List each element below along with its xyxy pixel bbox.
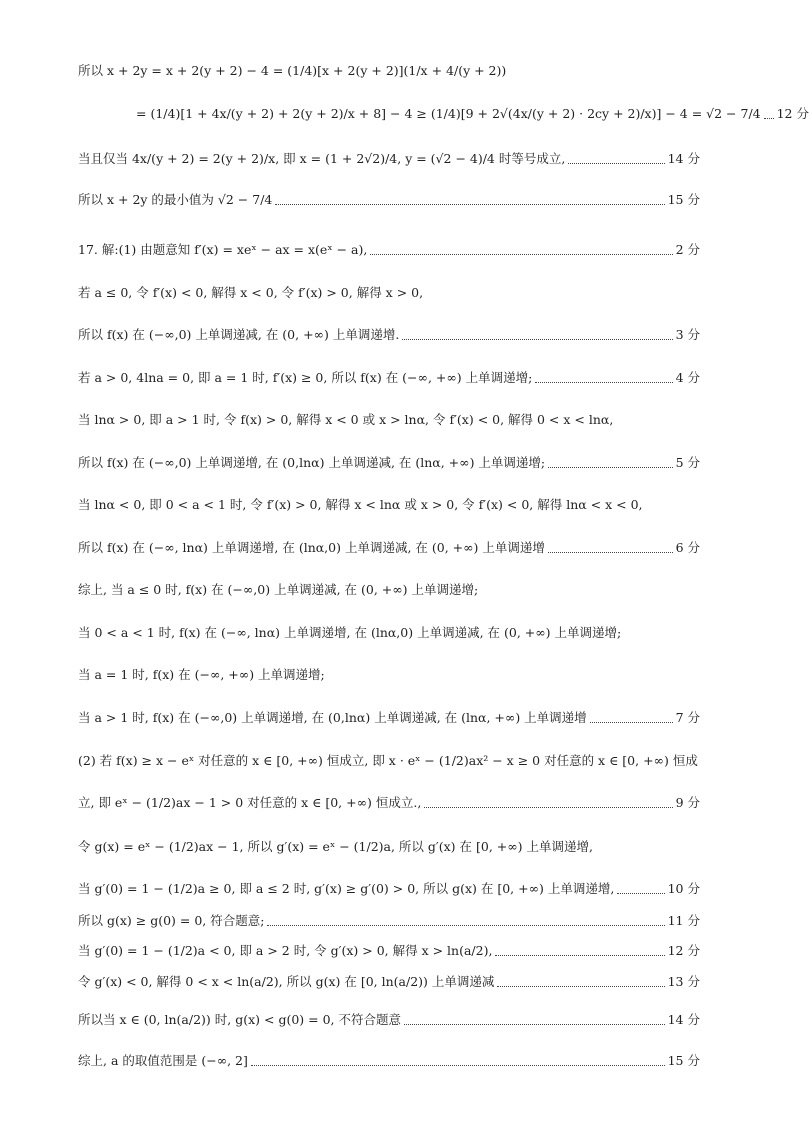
line-text: 当且仅当 4x/(y + 2) = 2(y + 2)/x, 即 x = (1 + 2√2)/4, y = (√2 − 4)/4 时等号成立, <box>78 151 566 166</box>
leader-dots <box>497 986 664 987</box>
solution-line-7 <box>78 326 700 344</box>
line-text: 所以 x + 2y 的最小值为 √2 − 7/4 <box>78 192 273 207</box>
line-text: 综上, 当 a ≤ 0 时, f(x) 在 (−∞,0) 上单调递减, 在 (0, +∞) 上单调递增; <box>78 582 479 597</box>
line-text: 当 a = 1 时, f(x) 在 (−∞, +∞) 上单调递增; <box>78 667 325 682</box>
solution-line-18 <box>78 794 700 812</box>
solution-line-11 <box>78 496 700 514</box>
line-text: 若 a > 0, 4lna = 0, 即 a = 1 时, f′(x) ≥ 0, 所以 f(x) 在 (−∞, +∞) 上单调递增; <box>78 370 533 385</box>
leader-dots <box>251 1065 665 1066</box>
solution-line-9 <box>78 411 700 429</box>
solution-line-20 <box>78 880 700 898</box>
solution-line-17 <box>78 752 700 770</box>
score-label: 15 分 <box>667 1053 700 1068</box>
solution-line-13 <box>78 581 700 599</box>
line-text: 立, 即 eˣ − (1/2)ax − 1 > 0 对任意的 x ∈ [0, +∞) 恒成立., <box>78 795 422 810</box>
solution-line-14 <box>78 624 700 642</box>
leader-dots <box>548 552 673 553</box>
score-label: 10 分 <box>667 881 700 896</box>
leader-dots <box>267 925 664 926</box>
line-text: 所以当 x ∈ (0, ln(a/2)) 时, g(x) < g(0) = 0, 不符合题意 <box>78 1012 401 1027</box>
score-label: 2 分 <box>675 242 700 257</box>
solution-line-24 <box>78 1011 700 1029</box>
line-text: 令 g′(x) < 0, 解得 0 < x < ln(a/2), 所以 g(x) 在 [0, ln(a/2)) 上单调递减 <box>78 974 495 989</box>
solution-line-4 <box>78 191 700 209</box>
leader-dots <box>764 118 774 119</box>
line-text: = (1/4)[1 + 4x/(y + 2) + 2(y + 2)/x + 8] − 4 ≥ (1/4)[9 + 2√(4x/(y + 2) · 2cy + 2)/x)] − 4 = √2 − 7/4 <box>136 106 761 121</box>
line-text: 所以 f(x) 在 (−∞, lnα) 上单调递增, 在 (lnα,0) 上单调递减, 在 (0, +∞) 上单调递增 <box>78 540 545 555</box>
line-text: 令 g(x) = eˣ − (1/2)ax − 1, 所以 g′(x) = eˣ − (1/2)a, 所以 g′(x) 在 [0, +∞) 上单调递增, <box>78 839 593 854</box>
line-text: 若 a ≤ 0, 令 f′(x) < 0, 解得 x < 0, 令 f′(x) > 0, 解得 x > 0, <box>78 285 424 300</box>
line-text: 所以 f(x) 在 (−∞,0) 上单调递增, 在 (0,lnα) 上单调递减, 在 (lnα, +∞) 上单调递增; <box>78 455 546 470</box>
score-label: 11 分 <box>667 913 700 928</box>
score-label: 4 分 <box>675 370 700 385</box>
solution-line-8 <box>78 369 700 387</box>
leader-dots <box>424 807 672 808</box>
solution-line-16 <box>78 709 700 727</box>
score-label: 15 分 <box>667 192 700 207</box>
solution-line-10 <box>78 454 700 472</box>
line-text: 当 lnα > 0, 即 a > 1 时, 令 f(x) > 0, 解得 x < 0 或 x > lnα, 令 f′(x) < 0, 解得 0 < x < lnα, <box>78 412 614 427</box>
solution-line-5 <box>78 241 700 259</box>
score-label: 12 分 <box>667 943 700 958</box>
line-text: 当 lnα < 0, 即 0 < a < 1 时, 令 f′(x) > 0, 解得 x < lnα 或 x > 0, 令 f′(x) < 0, 解得 lnα < x < 0, <box>78 497 643 512</box>
solution-line-23 <box>78 973 700 991</box>
line-text: 17. 解:(1) 由题意知 f′(x) = xeˣ − ax = x(eˣ − a), <box>78 242 368 257</box>
solution-line-1 <box>78 62 700 80</box>
score-label: 13 分 <box>667 974 700 989</box>
leader-dots <box>402 339 672 340</box>
score-label: 14 分 <box>667 151 700 166</box>
line-text: 所以 x + 2y = x + 2(y + 2) − 4 = (1/4)[x + 2(y + 2)](1/x + 4/(y + 2)) <box>78 63 507 78</box>
solution-line-19 <box>78 838 700 856</box>
line-text: 所以 g(x) ≥ g(0) = 0, 符合题意; <box>78 913 265 928</box>
line-text: 当 g′(0) = 1 − (1/2)a < 0, 即 a > 2 时, 令 g′(x) > 0, 解得 x > ln(a/2), <box>78 943 493 958</box>
leader-dots <box>404 1024 665 1025</box>
leader-dots <box>568 163 664 164</box>
line-text: (2) 若 f(x) ≥ x − eˣ 对任意的 x ∈ [0, +∞) 恒成立, 即 x · eˣ − (1/2)ax² − x ≥ 0 对任意的 x ∈ [0, +∞) 恒成 <box>78 753 698 768</box>
solution-line-12 <box>78 539 700 557</box>
solution-line-15 <box>78 666 700 684</box>
score-label: 5 分 <box>675 455 700 470</box>
leader-dots <box>590 722 673 723</box>
line-text: 当 g′(0) = 1 − (1/2)a ≥ 0, 即 a ≤ 2 时, g′(x) ≥ g′(0) > 0, 所以 g(x) 在 [0, +∞) 上单调递增, <box>78 881 615 896</box>
line-text: 当 a > 1 时, f(x) 在 (−∞,0) 上单调递增, 在 (0,lnα) 上单调递减, 在 (lnα, +∞) 上单调递增 <box>78 710 587 725</box>
line-text: 所以 f(x) 在 (−∞,0) 上单调递减, 在 (0, +∞) 上单调递增. <box>78 327 400 342</box>
score-label: 3 分 <box>675 327 700 342</box>
solution-line-25 <box>78 1052 700 1070</box>
leader-dots <box>495 955 664 956</box>
line-text: 当 0 < a < 1 时, f(x) 在 (−∞, lnα) 上单调递增, 在 (lnα,0) 上单调递减, 在 (0, +∞) 上单调递增; <box>78 625 622 640</box>
score-label: 7 分 <box>675 710 700 725</box>
solution-line-21 <box>78 912 700 930</box>
solution-line-22 <box>78 942 700 960</box>
score-label: 9 分 <box>675 795 700 810</box>
leader-dots <box>548 467 672 468</box>
line-text: 综上, a 的取值范围是 (−∞, 2] <box>78 1053 248 1068</box>
leader-dots <box>275 204 664 205</box>
score-label: 6 分 <box>675 540 700 555</box>
leader-dots <box>370 254 672 255</box>
solution-line-2 <box>136 105 809 123</box>
solution-line-3 <box>78 150 700 168</box>
score-label: 14 分 <box>667 1012 700 1027</box>
leader-dots <box>617 893 664 894</box>
leader-dots <box>535 382 672 383</box>
solution-line-6 <box>78 284 700 302</box>
score-label: 12 分 <box>776 106 809 121</box>
